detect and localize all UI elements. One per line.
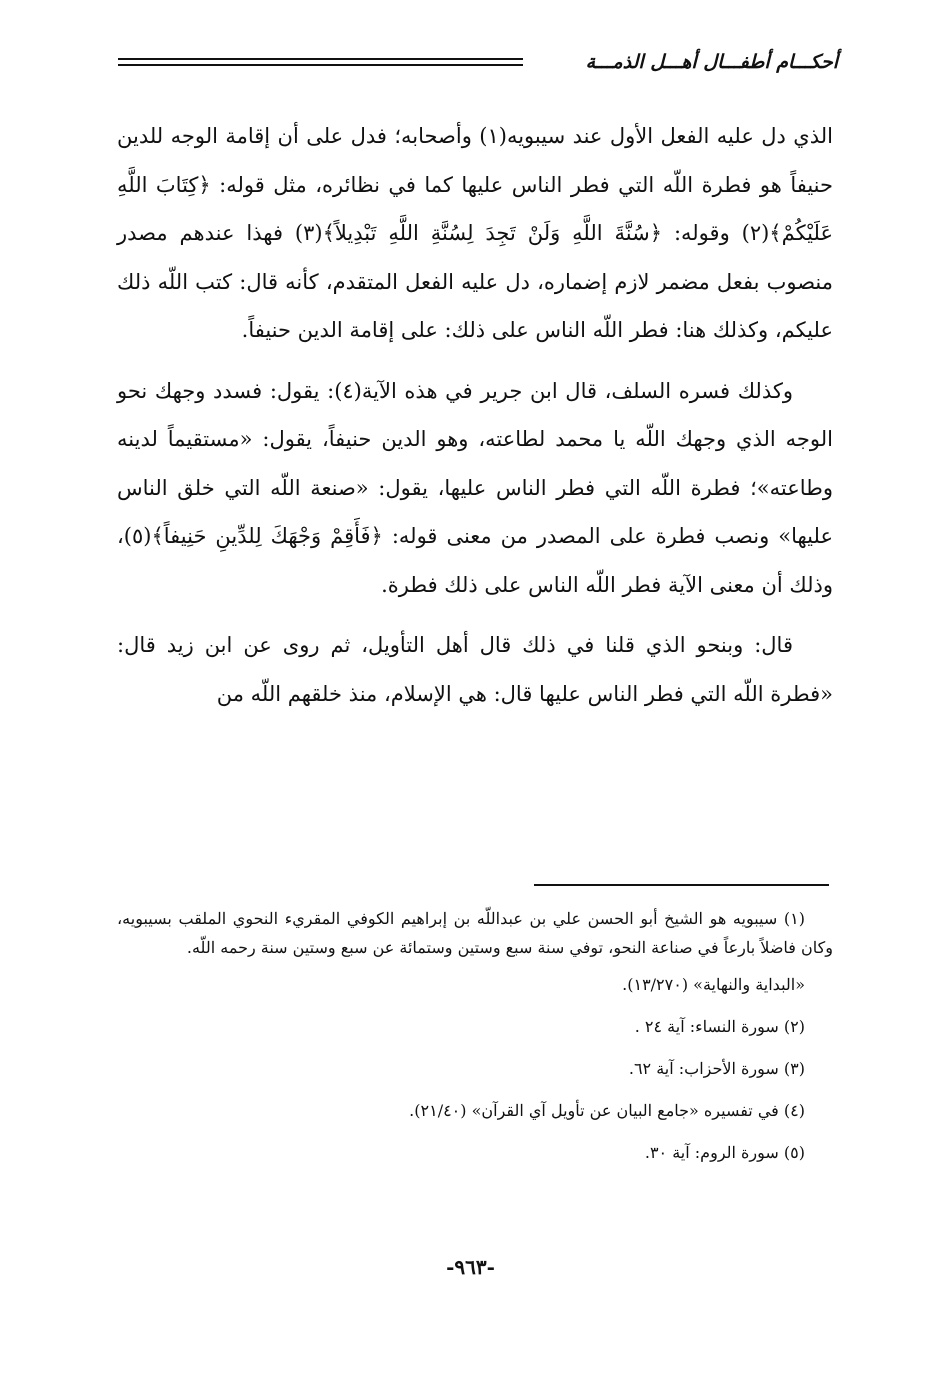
footnote-4: (٤) في تفسيره «جامع البيان عن تأويل آي القرآن» (٢١/٤٠). xyxy=(409,1101,805,1120)
paragraph-1: الذي دل عليه الفعل الأول عند سيبويه(١) وأصحابه؛ فدل على أن إقامة الوجه للدين حنيفاً هو فطرة اللّه التي فطر الناس عليها كما في نظائره، مثل قوله: ﴿كِتَابَ اللَّهِ عَلَيْكُمْ﴾(٢) وقوله: ﴿سُنَّةَ اللَّهِ وَلَنْ تَجِدَ لِسُنَّةِ اللَّهِ تَبْدِيلاً﴾(٣) فهذا عندهم مصدر منصوب بفعل مضمر لازم إضماره، دل عليه الفعل المتقدم، كأنه قال: كتب اللّه ذلك عليكم، وكذلك هنا: فطر اللّه الناس على ذلك: على إقامة الدين حنيفاً. xyxy=(117,124,833,342)
header-title: أحكـــام أطفـــال أهـــل الذمـــة xyxy=(585,51,838,73)
running-header xyxy=(118,48,838,78)
page-number: -٩٦٣- xyxy=(446,1255,495,1279)
paragraph-2: وكذلك فسره السلف، قال ابن جرير في هذه الآية(٤): يقول: فسدد وجهك نحو الوجه الذي وجهك اللّه يا محمد لطاعته، وهو الدين حنيفاً، يقول: «مستقيماً لدينه وطاعته»؛ فطرة اللّه التي فطر الناس عليها، يقول: «صنعة اللّه التي خلق الناس عليها» ونصب فطرة على المصدر من معنى قوله: ﴿فَأَقِمْ وَجْهَكَ لِلدِّينِ حَنِيفاً﴾(٥)، وذلك أن معنى الآية فطر اللّه الناس على ذلك فطرة. xyxy=(117,378,833,597)
footnotes xyxy=(117,904,833,1180)
footnote-3: (٣) سورة الأحزاب: آية ٦٢. xyxy=(628,1059,805,1078)
footnote-5: (٥) سورة الروم: آية ٣٠. xyxy=(644,1143,805,1162)
footnote-2: (٢) سورة النساء: آية ٢٤ . xyxy=(634,1017,805,1036)
footnote-separator xyxy=(534,884,829,886)
footnote-1: (١) سيبويه هو الشيخ أبو الحسن علي بن عبداللّه بن إبراهيم الكوفي المقريء النحوي الملقب بسيبويه، وكان فاضلاً بارعاً في صناعة النحو، توفي سنة سبع وستين وستمائة عن سبع وستين سنة رحمه اللّه. xyxy=(117,909,833,957)
paragraph-3: قال: وبنحو الذي قلنا في ذلك قال أهل التأويل، ثم روى عن ابن زيد قال: «فطرة اللّه التي فطر الناس عليها قال: هي الإسلام، منذ خلقهم اللّه من xyxy=(117,633,833,706)
header-rule-bottom xyxy=(118,64,523,66)
header-rule-top xyxy=(118,58,523,60)
main-text xyxy=(117,112,833,730)
footnote-1-source: «البداية والنهاية» (١٣/٢٧٠). xyxy=(622,975,805,994)
